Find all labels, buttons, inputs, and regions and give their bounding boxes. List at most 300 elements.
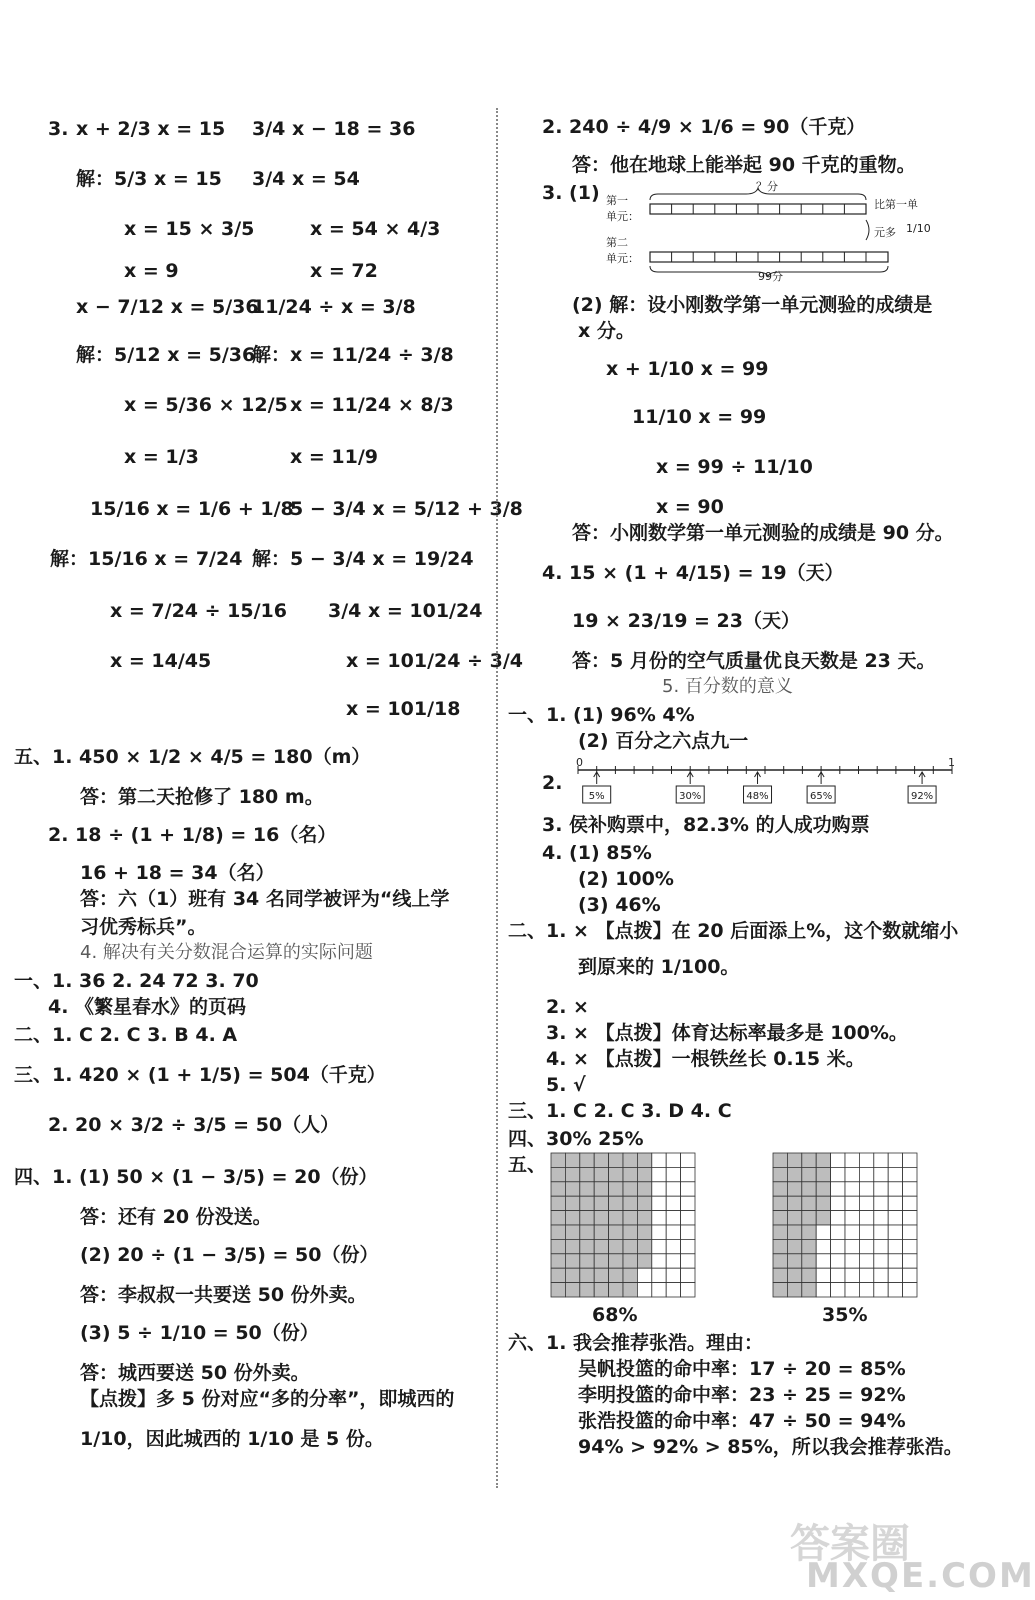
grid-cell bbox=[666, 1211, 680, 1225]
grid-cell bbox=[609, 1167, 623, 1181]
grid-cell bbox=[666, 1167, 680, 1181]
grid-cell bbox=[831, 1211, 845, 1225]
grid-caption-68: 68% bbox=[592, 1304, 638, 1326]
grid-cell bbox=[580, 1182, 594, 1196]
grid-cell bbox=[903, 1268, 917, 1282]
grid-cell bbox=[816, 1225, 830, 1239]
left-answer-line: 2. 18 ÷ (1 + 1/8) = 16（名） bbox=[48, 824, 337, 846]
right-answer-line: 六、1. 我会推荐张浩。理由： bbox=[508, 1332, 764, 1354]
grid-cell bbox=[652, 1196, 666, 1210]
right-answer-line: 3. (1) bbox=[542, 182, 600, 204]
grid-cell bbox=[551, 1211, 565, 1225]
grid-cell bbox=[565, 1153, 579, 1167]
left-answer-line: 解：5 − 3/4 x = 19/24 bbox=[252, 548, 474, 570]
grid-cell bbox=[903, 1182, 917, 1196]
left-answer-line: 一、1. 36 2. 24 72 3. 70 bbox=[14, 970, 259, 992]
right-answer-line: 2. × bbox=[546, 996, 589, 1018]
grid-cell bbox=[594, 1283, 608, 1297]
grid-cell bbox=[845, 1225, 859, 1239]
right-answer-line: (2) 百分之六点九一 bbox=[578, 730, 749, 752]
left-answer-line: 1/10，因此城西的 1/10 是 5 份。 bbox=[80, 1428, 384, 1450]
grid-cell bbox=[652, 1167, 666, 1181]
grid-cell bbox=[580, 1225, 594, 1239]
right-answer-line: 4. (1) 85% bbox=[542, 842, 652, 864]
grid-cell bbox=[903, 1211, 917, 1225]
grid-cell bbox=[551, 1268, 565, 1282]
right-answer-line: 张浩投篮的命中率：47 ÷ 50 = 94% bbox=[578, 1410, 906, 1432]
grid-cell bbox=[551, 1239, 565, 1253]
grid-cell bbox=[845, 1182, 859, 1196]
grid-cell bbox=[580, 1153, 594, 1167]
left-answer-line: x = 101/18 bbox=[346, 698, 461, 720]
left-answer-line: x + 2/3 x = 15 bbox=[76, 118, 226, 140]
grid-cell bbox=[609, 1153, 623, 1167]
right-answer-line: 19 × 23/19 = 23（天） bbox=[572, 610, 801, 632]
second-unit-bar bbox=[650, 252, 888, 262]
grid-cell bbox=[609, 1211, 623, 1225]
grid-cell bbox=[903, 1254, 917, 1268]
left-answer-line: x = 9 bbox=[124, 260, 179, 282]
grid-cell bbox=[859, 1153, 873, 1167]
grid-cell bbox=[594, 1268, 608, 1282]
right-answer-line: x 分。 bbox=[578, 320, 635, 342]
grid-cell bbox=[787, 1254, 801, 1268]
grid-cell bbox=[903, 1239, 917, 1253]
grid-cell bbox=[816, 1182, 830, 1196]
right-answer-line: x + 1/10 x = 99 bbox=[606, 358, 769, 380]
grid-cell bbox=[652, 1239, 666, 1253]
grid-cell bbox=[773, 1196, 787, 1210]
grid-cell bbox=[816, 1283, 830, 1297]
grid-cell bbox=[565, 1167, 579, 1181]
grid-cell bbox=[580, 1239, 594, 1253]
right-answer-line: 2. 240 ÷ 4/9 × 1/6 = 90（千克） bbox=[542, 116, 866, 138]
left-answer-line: (3) 5 ÷ 1/10 = 50（份） bbox=[80, 1322, 319, 1344]
grid-cell bbox=[623, 1196, 637, 1210]
grid-cell bbox=[787, 1196, 801, 1210]
left-answer-line: x = 11/9 bbox=[290, 446, 379, 468]
grid-cell bbox=[551, 1254, 565, 1268]
grid-cell bbox=[874, 1283, 888, 1297]
side-brace bbox=[866, 220, 869, 240]
side-label-1: 比第一单 bbox=[874, 198, 918, 211]
grid-cell bbox=[580, 1254, 594, 1268]
grid-cell bbox=[637, 1254, 651, 1268]
side-label-2: 元多 bbox=[874, 226, 896, 239]
grid-cell bbox=[681, 1239, 695, 1253]
grid-cell bbox=[652, 1254, 666, 1268]
right-answer-line: 二、1. × 【点拨】在 20 后面添上%，这个数就缩小 bbox=[508, 920, 959, 942]
grid-cell bbox=[580, 1211, 594, 1225]
grid-cell bbox=[594, 1167, 608, 1181]
grid-cell bbox=[845, 1254, 859, 1268]
grid-cell bbox=[652, 1182, 666, 1196]
grid-cell bbox=[666, 1182, 680, 1196]
number-line-end: 1 bbox=[948, 756, 955, 769]
left-answer-line: 习优秀标兵”。 bbox=[80, 916, 207, 938]
grid-cell bbox=[816, 1211, 830, 1225]
grid-cell bbox=[831, 1225, 845, 1239]
grid-cell bbox=[594, 1239, 608, 1253]
bottom-brace-label: 99分 bbox=[758, 270, 783, 283]
grid-cell bbox=[845, 1196, 859, 1210]
grid-cell bbox=[681, 1211, 695, 1225]
hundred-grid-68 bbox=[550, 1152, 696, 1298]
grid-cell bbox=[773, 1268, 787, 1282]
grid-cell bbox=[802, 1211, 816, 1225]
label-second-line2: 单元： bbox=[606, 252, 639, 265]
left-answer-line: 二、1. C 2. C 3. B 4. A bbox=[14, 1024, 238, 1046]
grid-cell bbox=[859, 1196, 873, 1210]
grid-cell bbox=[888, 1268, 902, 1282]
grid-cell bbox=[623, 1283, 637, 1297]
grid-cell bbox=[623, 1153, 637, 1167]
grid-cell bbox=[666, 1239, 680, 1253]
left-answer-line: 五、1. 450 × 1/2 × 4/5 = 180（m） bbox=[14, 746, 371, 768]
left-answer-line: 11/24 ÷ x = 3/8 bbox=[252, 296, 416, 318]
grid-cell bbox=[787, 1182, 801, 1196]
grid-cell bbox=[773, 1153, 787, 1167]
grid-cell bbox=[666, 1268, 680, 1282]
left-answer-line: x = 101/24 ÷ 3/4 bbox=[346, 650, 523, 672]
grid-cell bbox=[802, 1225, 816, 1239]
grid-cell bbox=[565, 1254, 579, 1268]
grid-cell bbox=[551, 1182, 565, 1196]
grid-cell bbox=[816, 1254, 830, 1268]
left-answer-line: 【点拨】多 5 份对应“多的分率”，即城西的 bbox=[80, 1388, 455, 1410]
grid-cell bbox=[845, 1153, 859, 1167]
number-line-ticks bbox=[578, 766, 952, 774]
grid-cell bbox=[666, 1225, 680, 1239]
grid-cell bbox=[874, 1211, 888, 1225]
grid-cell bbox=[551, 1167, 565, 1181]
grid-cell bbox=[787, 1283, 801, 1297]
grid-cell bbox=[859, 1268, 873, 1282]
right-answer-line: (2) 解：设小刚数学第一单元测验的成绩是 bbox=[572, 294, 933, 316]
grid-cell bbox=[874, 1254, 888, 1268]
watermark-text: MXQE.COM bbox=[806, 1556, 1035, 1596]
label-second-line1: 第二 bbox=[606, 236, 628, 249]
right-answer-line: 李明投篮的命中率：23 ÷ 25 = 92% bbox=[578, 1384, 906, 1406]
grid-cell bbox=[580, 1196, 594, 1210]
grid-cell bbox=[888, 1167, 902, 1181]
grid-cell bbox=[609, 1268, 623, 1282]
left-answer-line: 4. 《繁星春水》的页码 bbox=[48, 996, 247, 1018]
grid-cell bbox=[565, 1283, 579, 1297]
grid-cell bbox=[580, 1167, 594, 1181]
grid-cell bbox=[637, 1225, 651, 1239]
grid-cell bbox=[903, 1225, 917, 1239]
grid-cell bbox=[681, 1225, 695, 1239]
grid-cell bbox=[859, 1254, 873, 1268]
left-answer-line: 四、1. (1) 50 × (1 − 3/5) = 20（份） bbox=[14, 1166, 378, 1188]
grid-cell bbox=[609, 1254, 623, 1268]
grid-cell bbox=[802, 1153, 816, 1167]
section-heading-4: 4. 解决有关分数混合运算的实际问题 bbox=[80, 942, 373, 963]
left-answer-line: 答：李叔叔一共要送 50 份外卖。 bbox=[80, 1284, 367, 1306]
grid-cell bbox=[773, 1283, 787, 1297]
right-answer-line: 三、1. C 2. C 3. D 4. C bbox=[508, 1100, 732, 1122]
right-answer-line: 答：5 月份的空气质量优良天数是 23 天。 bbox=[572, 650, 936, 672]
right-answer-line: 答：小刚数学第一单元测验的成绩是 90 分。 bbox=[572, 522, 954, 544]
grid-cell bbox=[637, 1211, 651, 1225]
grid-cell bbox=[903, 1196, 917, 1210]
left-answer-line: 解：5/12 x = 5/36 bbox=[76, 344, 256, 366]
grid-cell bbox=[565, 1196, 579, 1210]
grid-cell bbox=[652, 1268, 666, 1282]
grid-cell bbox=[594, 1153, 608, 1167]
grid-cell bbox=[773, 1254, 787, 1268]
grid-cell bbox=[816, 1153, 830, 1167]
grid-cell bbox=[580, 1283, 594, 1297]
left-answer-line: x = 5/36 × 12/5 bbox=[124, 394, 288, 416]
grid-cell bbox=[859, 1283, 873, 1297]
left-answer-line: 3/4 x = 54 bbox=[252, 168, 360, 190]
grid-cell bbox=[580, 1268, 594, 1282]
grid-cell bbox=[888, 1239, 902, 1253]
left-answer-line: 16 + 18 = 34（名） bbox=[80, 862, 275, 884]
right-answer-line: 5. √ bbox=[546, 1074, 586, 1096]
grid-cell bbox=[681, 1196, 695, 1210]
second-bar-ticks bbox=[672, 252, 866, 262]
right-answer-line: 五、 bbox=[508, 1154, 547, 1176]
grid-cell bbox=[773, 1225, 787, 1239]
right-answer-line: 94% > 92% > 85%，所以我会推荐张浩。 bbox=[578, 1436, 963, 1458]
grid-cell bbox=[609, 1182, 623, 1196]
grid-cell bbox=[845, 1239, 859, 1253]
grid-cell bbox=[874, 1196, 888, 1210]
grid-cell bbox=[888, 1254, 902, 1268]
grid-cell bbox=[831, 1182, 845, 1196]
grid-cell bbox=[787, 1153, 801, 1167]
grid-cell bbox=[681, 1182, 695, 1196]
grid-cell bbox=[652, 1283, 666, 1297]
grid-cell bbox=[831, 1239, 845, 1253]
grid-cell bbox=[802, 1167, 816, 1181]
watermark-logo: 答案圈 bbox=[790, 1521, 910, 1567]
percent-number-line bbox=[570, 754, 962, 810]
grid-cell bbox=[594, 1196, 608, 1210]
left-answer-line: x − 7/12 x = 5/36 bbox=[76, 296, 259, 318]
grid-caption-35: 35% bbox=[822, 1304, 868, 1326]
right-answer-line: 到原来的 1/100。 bbox=[578, 956, 740, 978]
grid-cell bbox=[816, 1239, 830, 1253]
grid-cell bbox=[859, 1239, 873, 1253]
right-answer-line: x = 90 bbox=[656, 496, 724, 518]
left-answer-line: 答：第二天抢修了 180 m。 bbox=[80, 786, 324, 808]
left-answer-line: 答：六（1）班有 34 名同学被评为“线上学 bbox=[80, 888, 450, 910]
grid-cell bbox=[565, 1268, 579, 1282]
grid-cell bbox=[652, 1225, 666, 1239]
grid-cell bbox=[609, 1283, 623, 1297]
left-answer-line: x = 54 × 4/3 bbox=[310, 218, 441, 240]
grid-cell bbox=[802, 1182, 816, 1196]
grid-cell bbox=[681, 1153, 695, 1167]
grid-cell bbox=[802, 1239, 816, 1253]
grid-cell bbox=[874, 1153, 888, 1167]
grid-cell bbox=[666, 1254, 680, 1268]
grid-cell bbox=[903, 1283, 917, 1297]
grid-cell bbox=[888, 1196, 902, 1210]
grid-cell bbox=[831, 1153, 845, 1167]
grid-cell bbox=[551, 1283, 565, 1297]
grid-cell bbox=[787, 1167, 801, 1181]
grid-cell bbox=[681, 1283, 695, 1297]
grid-cell bbox=[816, 1167, 830, 1181]
grid-cell bbox=[681, 1254, 695, 1268]
grid-cell bbox=[637, 1153, 651, 1167]
grid-cell bbox=[888, 1182, 902, 1196]
left-answer-line: 5 − 3/4 x = 5/12 + 3/8 bbox=[290, 498, 523, 520]
grid-cell bbox=[787, 1268, 801, 1282]
grid-cell bbox=[551, 1153, 565, 1167]
left-answer-line: 3/4 x = 101/24 bbox=[328, 600, 483, 622]
left-answer-line: 2. 20 × 3/2 ÷ 3/5 = 50（人） bbox=[48, 1114, 340, 1136]
number-line-start: 0 bbox=[576, 756, 583, 769]
grid-cell bbox=[594, 1254, 608, 1268]
grid-cell bbox=[859, 1167, 873, 1181]
hundred-grid-35 bbox=[772, 1152, 918, 1298]
grid-cell bbox=[565, 1182, 579, 1196]
grid-cell bbox=[609, 1196, 623, 1210]
grid-cell bbox=[609, 1239, 623, 1253]
grid-cell bbox=[623, 1167, 637, 1181]
grid-cell bbox=[802, 1254, 816, 1268]
grid-cell bbox=[623, 1182, 637, 1196]
grid-cell bbox=[594, 1225, 608, 1239]
grid-cell bbox=[802, 1268, 816, 1282]
grid-cell bbox=[888, 1211, 902, 1225]
right-answer-line: 2. bbox=[542, 772, 563, 794]
grid-cell bbox=[681, 1167, 695, 1181]
side-fraction: 1/10 bbox=[906, 222, 931, 235]
right-answer-line: 3. 侯补购票中，82.3% 的人成功购票 bbox=[542, 814, 870, 836]
right-answer-line: x = 99 ÷ 11/10 bbox=[656, 456, 813, 478]
grid-cell bbox=[652, 1153, 666, 1167]
grid-cell bbox=[874, 1239, 888, 1253]
left-answer-line: 解：x = 11/24 ÷ 3/8 bbox=[252, 344, 454, 366]
left-answer-line: 解：5/3 x = 15 bbox=[76, 168, 222, 190]
grid-cell bbox=[874, 1225, 888, 1239]
left-answer-line: x = 1/3 bbox=[124, 446, 199, 468]
grid-cell bbox=[831, 1167, 845, 1181]
grid-cell bbox=[565, 1225, 579, 1239]
grid-cell bbox=[637, 1239, 651, 1253]
grid-cell bbox=[565, 1239, 579, 1253]
right-answer-line: 11/10 x = 99 bbox=[632, 406, 767, 428]
grid-cell bbox=[681, 1268, 695, 1282]
grid-cell bbox=[802, 1283, 816, 1297]
grid-cell bbox=[623, 1225, 637, 1239]
left-answer-line: 15/16 x = 1/6 + 1/8 bbox=[90, 498, 294, 520]
left-answer-line: 答：城西要送 50 份外卖。 bbox=[80, 1362, 310, 1384]
grid-cell bbox=[874, 1182, 888, 1196]
grid-cell bbox=[637, 1283, 651, 1297]
label-first-line2: 单元： bbox=[606, 210, 639, 223]
grid-cell bbox=[888, 1153, 902, 1167]
left-answer-line: 3. bbox=[48, 118, 69, 140]
grid-cell bbox=[637, 1167, 651, 1181]
right-answer-line: 3. × 【点拨】体育达标率最多是 100%。 bbox=[546, 1022, 908, 1044]
grid-cell bbox=[787, 1225, 801, 1239]
grid-cell bbox=[623, 1211, 637, 1225]
grid-cell bbox=[609, 1225, 623, 1239]
grid-cell bbox=[859, 1225, 873, 1239]
bar-diagram bbox=[606, 180, 946, 283]
left-answer-line: 3/4 x − 18 = 36 bbox=[252, 118, 416, 140]
grid-cell bbox=[666, 1153, 680, 1167]
grid-cell bbox=[637, 1182, 651, 1196]
marker-label: 5% bbox=[588, 791, 605, 802]
grid-cell bbox=[565, 1211, 579, 1225]
grid-cell bbox=[903, 1167, 917, 1181]
right-answer-line: 一、1. (1) 96% 4% bbox=[508, 704, 695, 726]
right-answer-line: 四、30% 25% bbox=[508, 1128, 644, 1150]
left-answer-line: (2) 20 ÷ (1 − 3/5) = 50（份） bbox=[80, 1244, 379, 1266]
grid-cell bbox=[551, 1196, 565, 1210]
left-answer-line: x = 7/24 ÷ 15/16 bbox=[110, 600, 287, 622]
right-answer-line: 4. × 【点拨】一根铁丝长 0.15 米。 bbox=[546, 1048, 865, 1070]
grid-cell bbox=[831, 1283, 845, 1297]
grid-cell bbox=[666, 1283, 680, 1297]
grid-cell bbox=[859, 1211, 873, 1225]
column-divider bbox=[496, 108, 498, 1488]
grid-cell bbox=[787, 1239, 801, 1253]
right-answer-line: (3) 46% bbox=[578, 894, 661, 916]
right-answer-line: 吴帆投篮的命中率：17 ÷ 20 = 85% bbox=[578, 1358, 906, 1380]
grid-cell bbox=[637, 1268, 651, 1282]
grid-cell bbox=[845, 1268, 859, 1282]
left-answer-line: 答：还有 20 份没送。 bbox=[80, 1206, 272, 1228]
grid-cell bbox=[816, 1268, 830, 1282]
grid-cell bbox=[816, 1196, 830, 1210]
left-answer-line: x = 15 × 3/5 bbox=[124, 218, 255, 240]
marker-label: 65% bbox=[809, 791, 833, 802]
right-answer-line: 答：他在地球上能举起 90 千克的重物。 bbox=[572, 154, 916, 176]
grid-cell bbox=[773, 1182, 787, 1196]
first-bar-ticks bbox=[672, 204, 845, 214]
left-answer-line: x = 72 bbox=[310, 260, 378, 282]
grid-cell bbox=[773, 1211, 787, 1225]
grid-cell bbox=[802, 1196, 816, 1210]
grid-cell bbox=[594, 1182, 608, 1196]
top-brace-label: ？分 bbox=[756, 180, 778, 193]
grid-cell bbox=[859, 1182, 873, 1196]
grid-cell bbox=[874, 1268, 888, 1282]
grid-cell bbox=[903, 1153, 917, 1167]
grid-cell bbox=[831, 1254, 845, 1268]
label-first-line1: 第一 bbox=[606, 194, 628, 207]
grid-cell bbox=[623, 1254, 637, 1268]
left-answer-line: x = 11/24 × 8/3 bbox=[290, 394, 454, 416]
grid-cell bbox=[845, 1283, 859, 1297]
marker-label: 92% bbox=[910, 791, 934, 802]
left-answer-line: 三、1. 420 × (1 + 1/5) = 504（千克） bbox=[14, 1064, 386, 1086]
grid-cell bbox=[831, 1196, 845, 1210]
left-answer-line: x = 14/45 bbox=[110, 650, 212, 672]
grid-cell bbox=[666, 1196, 680, 1210]
grid-cell bbox=[888, 1225, 902, 1239]
grid-cell bbox=[623, 1239, 637, 1253]
left-answer-line: 解：15/16 x = 7/24 bbox=[50, 548, 243, 570]
section-heading-5: 5. 百分数的意义 bbox=[662, 676, 793, 697]
right-answer-line: (2) 100% bbox=[578, 868, 674, 890]
grid-cell bbox=[652, 1211, 666, 1225]
grid-cell bbox=[831, 1268, 845, 1282]
grid-cell bbox=[623, 1268, 637, 1282]
grid-cell bbox=[551, 1225, 565, 1239]
marker-label: 48% bbox=[746, 791, 769, 802]
